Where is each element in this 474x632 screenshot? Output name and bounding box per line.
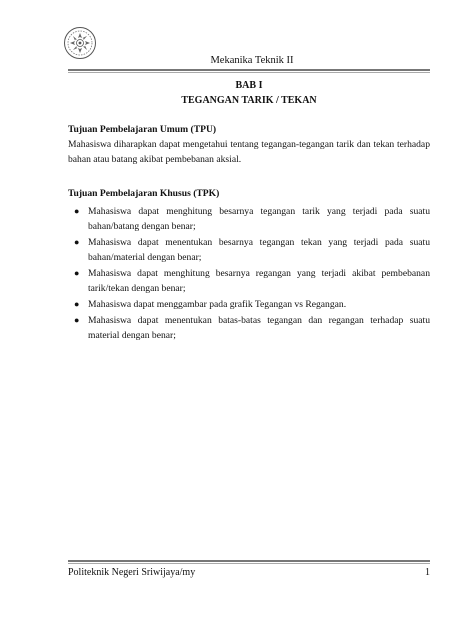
tpu-text: Mahasiswa diharapkan dapat mengetahui tentang tegangan-tegangan tarik dan tekan terhadap bahan atau batang akibat pembebanan aksial. — [68, 139, 430, 165]
list-item-text: Mahasiswa dapat menentukan besarnya tegangan tekan yang terjadi pada suatu bahan/material dengan benar; — [88, 237, 430, 263]
tpu-section — [68, 122, 430, 167]
header-divider — [68, 69, 430, 73]
list-item-text: Mahasiswa dapat menghitung besarnya regangan yang terjadi akibat pembebanan tarik/tekan dengan benar; — [88, 268, 430, 294]
bullet-icon: ● — [74, 237, 80, 247]
list-item — [68, 204, 430, 234]
chapter-title: TEGANGAN TARIK / TEKAN — [181, 95, 317, 106]
list-item-text: Mahasiswa dapat menghitung besarnya tegangan tarik yang terjadi pada suatu bahan/batang dengan benar; — [88, 206, 430, 232]
bullet-icon: ● — [74, 299, 80, 309]
page-number: 1 — [425, 567, 430, 578]
tpu-title: Tujuan Pembelajaran Umum (TPU) — [68, 124, 217, 135]
tpk-list — [68, 204, 430, 343]
chapter-number: BAB I — [235, 80, 263, 91]
footer-institution: Politeknik Negeri Sriwijaya/my — [68, 567, 196, 578]
chapter-heading — [68, 78, 430, 108]
bullet-icon: ● — [74, 206, 80, 216]
list-item — [68, 313, 430, 343]
list-item — [68, 235, 430, 265]
bullet-icon: ● — [74, 268, 80, 278]
tpk-section — [68, 186, 430, 344]
bullet-icon: ● — [74, 315, 80, 325]
list-item-text: Mahasiswa dapat menggambar pada grafik Tegangan vs Regangan. — [88, 299, 347, 310]
list-item-text: Mahasiswa dapat menentukan batas-batas tegangan dan regangan terhadap suatu material dengan benar; — [88, 315, 430, 341]
list-item — [68, 266, 430, 296]
header-title: Mekanika Teknik II — [210, 55, 294, 66]
footer-divider — [68, 560, 430, 564]
tpk-title: Tujuan Pembelajaran Khusus (TPK) — [68, 188, 220, 199]
list-item — [68, 297, 430, 312]
